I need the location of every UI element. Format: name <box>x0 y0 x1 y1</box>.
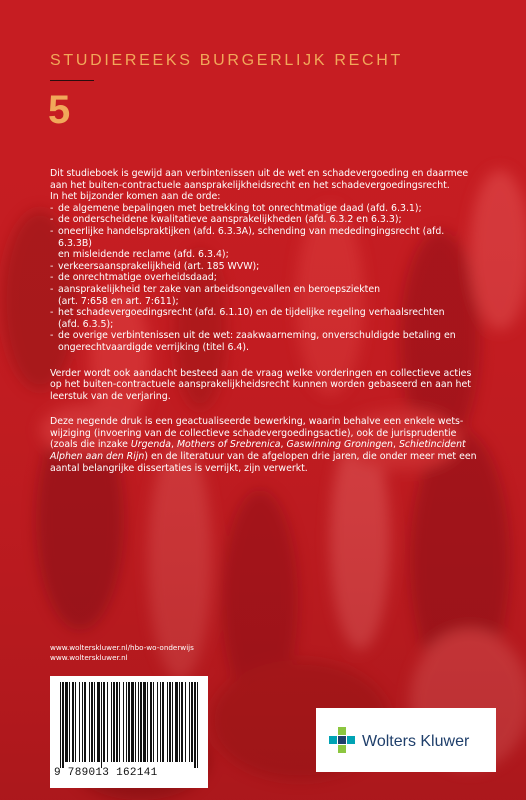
isbn-barcode <box>50 676 208 788</box>
intro-line: aan het buiten-contractuele aansprakelijkheidsrecht en het schadevergoedingsrecht. <box>50 179 450 191</box>
case-name: Urgenda <box>130 439 171 451</box>
case-name: Alphen aan den Rijn <box>50 451 145 463</box>
website-link[interactable]: www.wolterskluwer.nl/hbo-wo-onderwijs <box>50 643 194 652</box>
series-title: STUDIEREEKS BURGERLIJK RECHT <box>50 52 403 69</box>
publisher-links <box>50 643 194 662</box>
topic-item: - de algemene bepalingen met betrekking tot onrechtmatige daad (afd. 6.3.1); <box>50 203 480 215</box>
intro-line: In het bijzonder komen aan de orde: <box>50 191 221 203</box>
paragraph-line: op het buiten-contractuele aansprakelijkheidsrecht kunnen worden gebaseerd en aan het <box>50 379 471 391</box>
barcode-bars <box>50 676 208 768</box>
topic-item: - het schadevergoedingsrecht (afd. 6.1.10) en de tijdelijke regeling verhaalsrechten (afd. 6.3.5); <box>50 307 480 330</box>
paragraph-line: (zoals die inzake Urgenda, Mothers of Srebrenica, Gaswinning Groningen, Schietincident <box>50 439 466 451</box>
wolters-kluwer-logo-icon <box>329 727 355 753</box>
paragraph-line: leerstuk van de verjaring. <box>50 390 171 402</box>
topic-item: - de onderscheidene kwalitatieve aansprakelijkheden (afd. 6.3.2 en 6.3.3); <box>50 214 480 226</box>
isbn-number: 9 789013 162141 <box>54 767 158 779</box>
paragraph-line: wijziging (invoering van de collectieve schadevergoedingsactie), ook de jurisprudentie <box>50 427 457 439</box>
intro-line: Dit studieboek is gewijd aan verbintenissen uit de wet en schadevergoeding en daarmee <box>50 168 469 179</box>
topic-item: - de overige verbintenissen uit de wet: zaakwaarneming, onverschuldigde betaling en ongerechtvaardigde verrijking (titel 6.4). <box>50 330 480 353</box>
topic-item: - oneerlijke handelspraktijken (afd. 6.3.3A), schending van mededingingsrecht (afd. 6.3.3B) en misleidende reclame (afd. 6.3.4); <box>50 226 480 261</box>
case-name: Mothers of Srebrenica <box>176 439 281 451</box>
case-name: Schietincident <box>398 439 466 451</box>
title-divider <box>50 80 94 81</box>
paragraph-line: Deze negende druk is een geactualiseerde bewerking, waarin behalve een enkele wets- <box>50 416 464 428</box>
case-name: Gaswinning Groningen <box>286 439 393 451</box>
website-link[interactable]: www.wolterskluwer.nl <box>50 652 128 662</box>
topic-list <box>50 203 480 354</box>
topic-item: - aansprakelijkheid ter zake van arbeidsongevallen en beroepsziekten (art. 7:658 en art. 7:611); <box>50 284 480 307</box>
topic-item: - verkeersaansprakelijkheid (art. 185 WVW); <box>50 261 480 273</box>
paragraph-line: Verder wordt ook aandacht besteed aan de vraag welke vorderingen en collectieve acties <box>50 367 472 379</box>
description <box>50 168 480 474</box>
publisher-logo <box>316 708 496 772</box>
paragraph-line: aantal belangrijke dissertaties is verrijkt, zijn verwerkt. <box>50 462 308 474</box>
publisher-name: Wolters Kluwer <box>362 733 470 750</box>
paragraph-line: Alphen aan den Rijn) en de literatuur van de afgelopen drie jaren, die onder meer met een <box>50 451 477 463</box>
volume-number: 5 <box>48 88 71 132</box>
topic-item: - de onrechtmatige overheidsdaad; <box>50 272 480 284</box>
